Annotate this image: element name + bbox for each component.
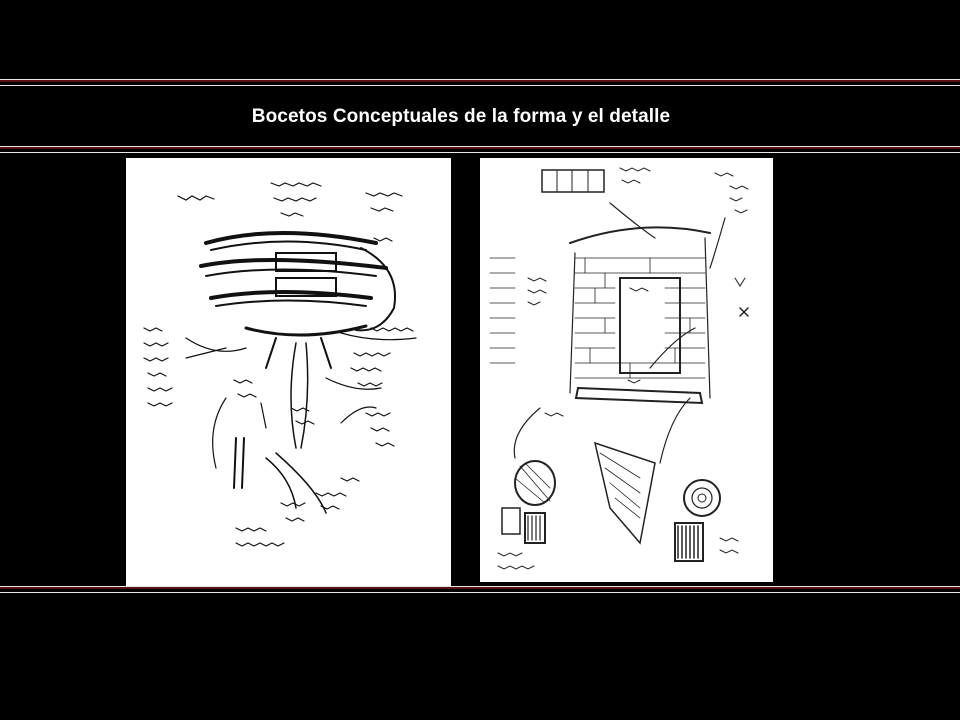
- right-sketch-drawing: [480, 158, 773, 582]
- bottom-rule: [0, 586, 960, 593]
- left-sketch-image: [126, 158, 451, 586]
- right-sketch-image: [480, 158, 773, 582]
- left-sketch-drawing: [126, 158, 451, 586]
- title-underline-rule: [0, 146, 960, 153]
- slide-title: Bocetos Conceptuales de la forma y el detalle: [251, 106, 671, 127]
- top-rule: [0, 79, 960, 86]
